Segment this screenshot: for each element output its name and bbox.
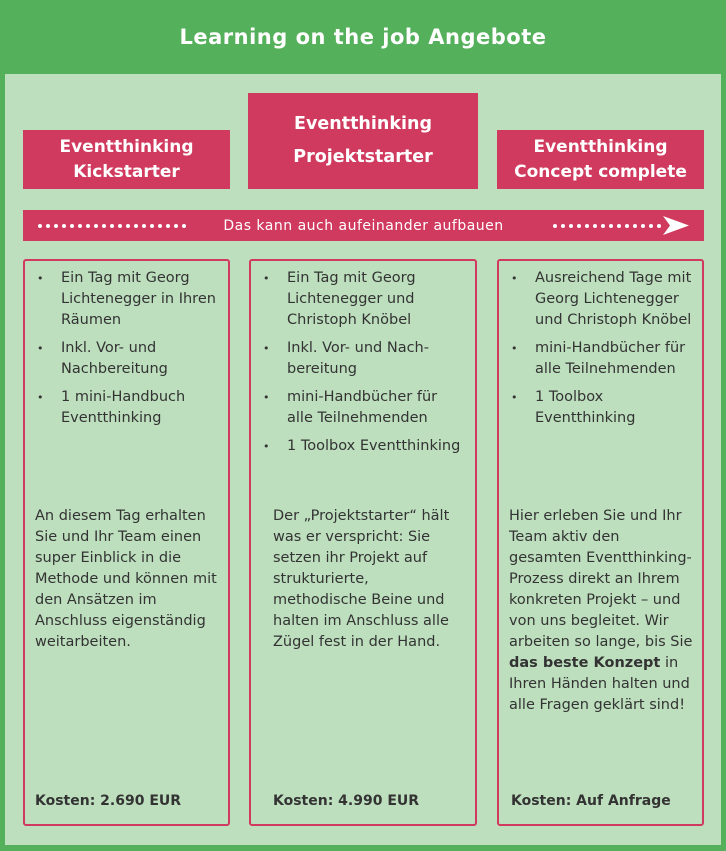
feature-item: • Inkl. Vor- und Nachbereitung [25,338,228,380]
feature-list [251,268,475,464]
package-header-line2: Kickstarter [73,161,180,182]
package-description: Der „Projektstarter“ hält was er verspricht: Sie setzen ihr Projekt auf strukturierte, methodische Beine und halten im Anschluss alle Zügel fest in der Hand. [273,508,450,650]
package-header-concept-complete [497,130,704,189]
description-text: in Ihren Händen halten und alle Fragen geklärt sind! [509,655,690,713]
page-title: Learning on the job Angebote [179,25,547,49]
package-cost: Kosten: 4.990 EUR [273,793,420,809]
progression-label: Das kann auch aufeinander aufbauen [223,217,504,234]
feature-item: • mini-Handbücher für alle Teilnehmenden [499,338,702,380]
package-header-line2: Projektstarter [293,147,433,167]
feature-item: • 1 mini-Handbuch Eventthinking [25,387,228,429]
package-column-concept-complete [497,259,704,826]
package-cost: Kosten: Auf Anfrage [511,793,671,809]
package-header-line2: Concept complete [514,161,687,182]
feature-item: • Ein Tag mit Georg Lichtenegger und Christoph Knöbel [251,268,475,331]
content-panel [5,74,721,845]
package-header-projektstarter [248,93,478,189]
progression-arrow [23,210,704,241]
package-column-projektstarter [249,259,477,826]
feature-list [499,268,702,436]
feature-list [25,268,228,436]
package-header-line1: Eventthinking [59,136,194,157]
feature-item: • 1 Toolbox Eventthinking [499,387,702,429]
package-header-line1: Eventthinking [294,114,432,134]
description-text: Hier erleben Sie und Ihr Team aktiv den gesamten Eventthinking-Prozess direkt an Ihrem konkreten Projekt – und von uns begleitet. Wir arbeiten so lange, bis Sie [509,508,693,650]
description-highlight: das beste Konzept [509,655,661,671]
package-cost: Kosten: 2.690 EUR [35,793,182,809]
feature-item: • Ausreichend Tage mit Georg Lichtenegger und Christoph Knöbel [499,268,702,331]
feature-item: • 1 Toolbox Eventthinking [251,436,475,457]
feature-item: • Ein Tag mit Georg Lichtenegger in Ihren Räumen [25,268,228,331]
feature-item: • Inkl. Vor- und Nachbereitung [251,338,475,380]
package-header-line1: Eventthinking [533,136,668,157]
package-description: An diesem Tag erhalten Sie und Ihr Team einen super Einblick in die Methode und können mit den Ansätzen im Anschluss eigenständig weitarbeiten. [35,508,217,650]
package-description [509,506,694,716]
feature-item: • mini-Handbücher für alle Teilnehmenden [251,387,475,429]
package-header-kickstarter [23,130,230,189]
package-column-kickstarter [23,259,230,826]
